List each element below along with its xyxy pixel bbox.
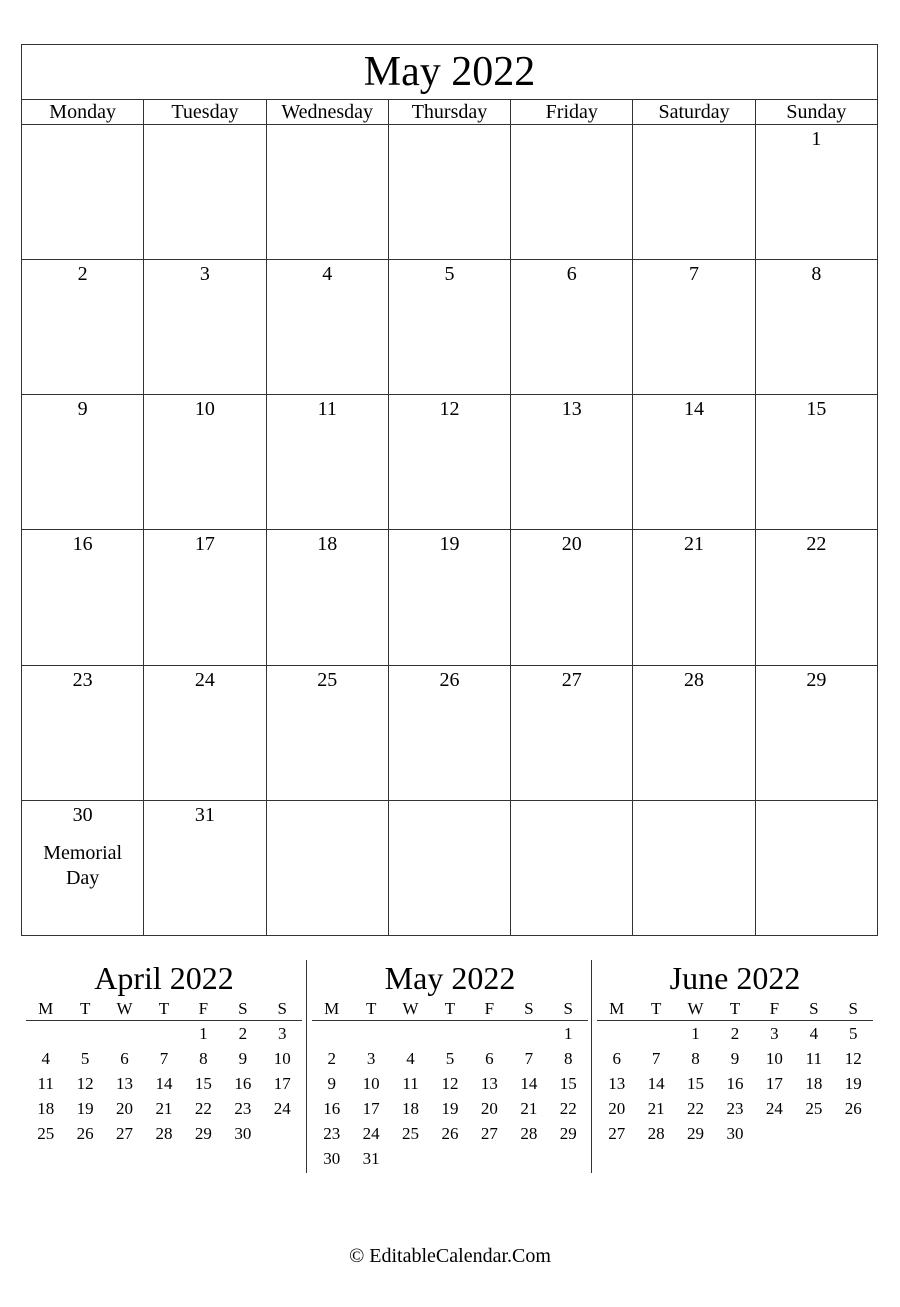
day-number (22, 125, 143, 129)
mini-week-row (312, 1021, 588, 1047)
mini-day-cell: 1 (564, 1023, 573, 1043)
day-number: 20 (561, 533, 582, 556)
day-cell (511, 260, 633, 395)
day-cell (144, 395, 266, 530)
mini-week-row (26, 1021, 302, 1047)
mini-day-cell: 12 (441, 1073, 459, 1093)
day-number: 28 (684, 668, 705, 691)
mini-day-cell: 2 (238, 1023, 248, 1043)
mini-weekday-row (312, 998, 588, 1021)
day-number: 21 (684, 533, 705, 556)
day-number (267, 801, 388, 805)
mini-day-cell (430, 1146, 469, 1171)
mini-day-cell: 23 (726, 1098, 744, 1118)
mini-weekday-header: T (144, 998, 183, 1021)
weekday-header-sunday: Sunday (755, 100, 877, 125)
mini-day-cell (470, 1021, 509, 1047)
mini-day-cell: 21 (155, 1098, 173, 1118)
day-cell (22, 395, 144, 530)
mini-weekday-header: T (351, 998, 390, 1021)
mini-day-cell: 5 (445, 1048, 455, 1068)
mini-day-cell (105, 1021, 144, 1047)
mini-day-cell: 12 (844, 1048, 862, 1068)
mini-day-cell (312, 1021, 351, 1047)
mini-calendar-grid (597, 998, 873, 1146)
mini-day-cell: 20 (480, 1098, 498, 1118)
day-number: 19 (439, 533, 460, 556)
day-cell (266, 395, 388, 530)
day-cell (755, 260, 877, 395)
mini-day-cell: 17 (362, 1098, 380, 1118)
weekday-header-row (22, 100, 878, 125)
day-number (511, 125, 632, 129)
day-number: 17 (194, 533, 215, 556)
mini-day-cell: 30 (323, 1148, 341, 1168)
mini-day-cell: 5 (80, 1048, 90, 1068)
main-calendar (21, 44, 878, 936)
mini-day-cell: 14 (520, 1073, 538, 1093)
day-number: 25 (317, 668, 338, 691)
day-cell (266, 530, 388, 665)
mini-day-cell: 24 (765, 1098, 783, 1118)
mini-day-cell: 26 (441, 1123, 459, 1143)
day-cell (266, 800, 388, 935)
day-number: 15 (806, 398, 827, 421)
mini-calendar-may (312, 958, 588, 1171)
copyright-footer: © EditableCalendar.Com (349, 1245, 551, 1267)
mini-week-row (597, 1071, 873, 1096)
day-number: 23 (72, 668, 93, 691)
day-cell (22, 260, 144, 395)
week-row (22, 395, 878, 530)
mini-weekday-header: W (676, 998, 715, 1021)
mini-calendar-grid (26, 998, 302, 1146)
mini-day-cell: 25 (37, 1123, 55, 1143)
mini-day-cell: 10 (362, 1073, 380, 1093)
mini-day-cell: 2 (327, 1048, 336, 1068)
mini-day-cell: 29 (687, 1123, 705, 1143)
mini-weekday-header: T (430, 998, 469, 1021)
mini-weekday-header: F (184, 998, 223, 1021)
mini-day-cell: 23 (323, 1123, 341, 1143)
day-cell (144, 800, 266, 935)
day-number: 24 (194, 668, 215, 691)
mini-day-cell: 10 (765, 1048, 783, 1068)
mini-day-cell: 24 (273, 1098, 291, 1118)
day-number: 31 (194, 803, 215, 826)
mini-day-cell (834, 1121, 873, 1146)
mini-day-cell: 9 (730, 1048, 740, 1068)
mini-day-cell: 31 (362, 1148, 380, 1168)
weekday-header-friday: Friday (511, 100, 633, 125)
mini-day-cell: 21 (647, 1098, 665, 1118)
day-number (633, 801, 754, 805)
mini-day-cell: 13 (608, 1073, 626, 1093)
day-cell (755, 800, 877, 935)
mini-day-cell: 22 (194, 1098, 212, 1118)
mini-week-row (312, 1121, 588, 1146)
day-number: 29 (806, 668, 827, 691)
mini-day-cell: 15 (194, 1073, 212, 1093)
day-number: 13 (561, 398, 582, 421)
mini-day-cell: 30 (726, 1123, 744, 1143)
mini-week-row (597, 1046, 873, 1071)
week-row (22, 530, 878, 665)
mini-day-cell: 15 (687, 1073, 705, 1093)
mini-day-cell: 7 (651, 1048, 661, 1068)
mini-day-cell (430, 1021, 469, 1047)
day-cell (755, 665, 877, 800)
mini-week-row (312, 1096, 588, 1121)
day-number (389, 125, 510, 129)
day-cell (755, 125, 877, 260)
mini-week-row (26, 1046, 302, 1071)
day-number: 14 (684, 398, 705, 421)
mini-day-cell: 4 (41, 1048, 50, 1068)
day-number: 27 (561, 668, 582, 691)
day-number (144, 125, 265, 129)
mini-day-cell: 6 (485, 1048, 494, 1068)
day-cell (388, 800, 510, 935)
mini-day-cell: 28 (155, 1123, 173, 1143)
mini-weekday-header: S (834, 998, 873, 1021)
mini-day-cell: 29 (194, 1123, 212, 1143)
mini-day-cell: 6 (120, 1048, 129, 1068)
mini-weekday-header: S (794, 998, 833, 1021)
day-number (756, 801, 877, 805)
mini-weekday-header: M (26, 998, 65, 1021)
mini-day-cell: 13 (116, 1073, 134, 1093)
mini-calendar-grid (312, 998, 588, 1171)
mini-day-cell: 19 (844, 1073, 862, 1093)
mini-week-row (597, 1096, 873, 1121)
day-cell (22, 800, 144, 935)
mini-day-cell: 7 (159, 1048, 169, 1068)
mini-day-cell: 15 (559, 1073, 577, 1093)
day-cell (144, 665, 266, 800)
mini-day-cell: 16 (323, 1098, 341, 1118)
mini-day-cell: 26 (844, 1098, 862, 1118)
mini-day-cell (391, 1146, 430, 1171)
mini-calendar-title: May 2022 (384, 960, 516, 996)
day-cell (633, 395, 755, 530)
mini-weekday-header: F (755, 998, 794, 1021)
weekday-header-wednesday: Wednesday (266, 100, 388, 125)
mini-day-cell: 1 (199, 1023, 208, 1043)
mini-weekday-header: T (715, 998, 754, 1021)
mini-week-row (26, 1096, 302, 1121)
mini-day-cell (470, 1146, 509, 1171)
mini-day-cell: 16 (726, 1073, 744, 1093)
mini-day-cell: 27 (480, 1123, 498, 1143)
day-number: 16 (72, 533, 93, 556)
day-cell (22, 530, 144, 665)
mini-day-cell (263, 1121, 302, 1146)
mini-weekday-header: T (636, 998, 675, 1021)
mini-weekday-row (597, 998, 873, 1021)
mini-day-cell: 14 (647, 1073, 665, 1093)
mini-day-cell: 21 (520, 1098, 538, 1118)
mini-weekday-header: W (391, 998, 430, 1021)
day-number: 5 (444, 263, 455, 286)
day-number (267, 125, 388, 129)
day-number: 8 (811, 263, 822, 286)
mini-day-cell (65, 1021, 104, 1047)
mini-weekday-header: M (312, 998, 351, 1021)
mini-calendar-april (26, 958, 302, 1146)
mini-day-cell (26, 1021, 65, 1047)
day-cell (144, 530, 266, 665)
mini-day-cell: 19 (76, 1098, 94, 1118)
weekday-header-thursday: Thursday (388, 100, 510, 125)
column-divider (591, 960, 592, 1173)
day-number: 30 (72, 803, 93, 826)
mini-day-cell: 9 (327, 1073, 336, 1093)
mini-week-row (312, 1146, 588, 1171)
mini-day-cell: 23 (234, 1098, 252, 1118)
day-number: 1 (811, 128, 822, 150)
week-row (22, 260, 878, 395)
mini-weekday-header: T (65, 998, 104, 1021)
mini-day-cell: 5 (849, 1023, 858, 1043)
day-cell (388, 530, 510, 665)
mini-day-cell: 4 (809, 1023, 819, 1043)
day-cell (633, 260, 755, 395)
mini-day-cell: 3 (366, 1048, 376, 1068)
mini-weekday-row (26, 998, 302, 1021)
mini-day-cell: 27 (608, 1123, 626, 1143)
mini-day-cell: 19 (441, 1098, 459, 1118)
day-cell (755, 530, 877, 665)
mini-day-cell (794, 1121, 833, 1146)
mini-day-cell (509, 1146, 548, 1171)
week-row (22, 125, 878, 260)
day-cell (144, 125, 266, 260)
mini-day-cell: 17 (765, 1073, 783, 1093)
weekday-header-saturday: Saturday (633, 100, 755, 125)
day-number: 10 (194, 398, 215, 421)
day-cell (388, 395, 510, 530)
day-cell (511, 665, 633, 800)
mini-day-cell (597, 1021, 636, 1047)
day-number (511, 801, 632, 805)
main-calendar-title: May 2022 (22, 45, 878, 100)
mini-day-cell (549, 1146, 588, 1171)
mini-day-cell: 25 (402, 1123, 420, 1143)
mini-weekday-header: S (549, 998, 588, 1021)
mini-day-cell (144, 1021, 183, 1047)
mini-week-row (597, 1021, 873, 1047)
mini-week-row (312, 1046, 588, 1071)
mini-day-cell: 17 (273, 1073, 291, 1093)
mini-day-cell: 8 (691, 1048, 700, 1068)
mini-day-cell: 6 (612, 1048, 621, 1068)
mini-weekday-header: M (597, 998, 636, 1021)
day-number: 6 (566, 263, 577, 286)
mini-day-cell: 22 (559, 1098, 577, 1118)
mini-day-cell: 18 (37, 1098, 55, 1118)
mini-day-cell: 28 (647, 1123, 665, 1143)
day-number (389, 801, 510, 805)
mini-day-cell: 26 (76, 1123, 94, 1143)
day-cell (22, 665, 144, 800)
day-number: 4 (322, 263, 333, 286)
day-number: 22 (806, 533, 827, 556)
day-number: 7 (689, 263, 700, 286)
day-number: 18 (317, 533, 338, 556)
week-row (22, 800, 878, 935)
mini-weekday-header: F (470, 998, 509, 1021)
mini-day-cell: 11 (805, 1048, 822, 1068)
mini-day-cell: 8 (564, 1048, 573, 1068)
day-cell (266, 260, 388, 395)
day-number: 3 (199, 263, 210, 286)
day-cell (511, 125, 633, 260)
mini-day-cell (755, 1121, 794, 1146)
day-cell (144, 260, 266, 395)
mini-day-cell: 11 (37, 1073, 54, 1093)
mini-day-cell: 28 (520, 1123, 538, 1143)
holiday-note: Memorial Day (43, 841, 123, 889)
week-row (22, 665, 878, 800)
mini-day-cell: 1 (691, 1023, 700, 1043)
mini-day-cell: 14 (155, 1073, 173, 1093)
mini-weekday-header: S (223, 998, 262, 1021)
mini-week-row (26, 1071, 302, 1096)
mini-week-row (312, 1071, 588, 1096)
day-cell (388, 125, 510, 260)
mini-day-cell: 24 (362, 1123, 380, 1143)
mini-day-cell (391, 1021, 430, 1047)
mini-day-cell: 10 (273, 1048, 291, 1068)
mini-weekday-header: S (263, 998, 302, 1021)
mini-day-cell (509, 1021, 548, 1047)
mini-day-cell: 18 (402, 1098, 420, 1118)
weekday-header-tuesday: Tuesday (144, 100, 266, 125)
day-number: 12 (439, 398, 460, 421)
day-cell (266, 125, 388, 260)
day-cell (22, 125, 144, 260)
mini-day-cell: 25 (805, 1098, 823, 1118)
day-cell (633, 665, 755, 800)
column-divider (306, 960, 307, 1173)
mini-day-cell (636, 1021, 675, 1047)
mini-day-cell: 8 (199, 1048, 208, 1068)
day-number: 2 (77, 263, 88, 286)
day-number: 26 (439, 668, 460, 691)
mini-calendar-title: April 2022 (94, 960, 234, 996)
day-cell (633, 800, 755, 935)
mini-day-cell: 30 (234, 1123, 252, 1143)
day-cell (633, 125, 755, 260)
mini-day-cell: 16 (234, 1073, 252, 1093)
mini-day-cell: 11 (402, 1073, 419, 1093)
day-number: 9 (77, 398, 88, 421)
mini-week-row (26, 1121, 302, 1146)
mini-calendar-title: June 2022 (669, 960, 801, 996)
mini-calendar-june (597, 958, 873, 1146)
day-cell (511, 395, 633, 530)
mini-day-cell: 29 (559, 1123, 577, 1143)
mini-day-cell: 27 (116, 1123, 134, 1143)
day-cell (511, 530, 633, 665)
mini-day-cell: 18 (805, 1073, 823, 1093)
day-cell (633, 530, 755, 665)
mini-day-cell: 12 (76, 1073, 94, 1093)
day-cell (511, 800, 633, 935)
main-calendar-body (22, 125, 878, 936)
mini-weekday-header: S (509, 998, 548, 1021)
mini-day-cell: 9 (238, 1048, 248, 1068)
mini-day-cell: 20 (116, 1098, 134, 1118)
weekday-header-monday: Monday (22, 100, 144, 125)
day-cell (266, 665, 388, 800)
mini-day-cell (351, 1021, 390, 1047)
day-number (633, 125, 754, 129)
mini-day-cell: 3 (770, 1023, 779, 1043)
mini-day-cell: 3 (278, 1023, 287, 1043)
mini-day-cell: 20 (608, 1098, 626, 1118)
mini-day-cell: 4 (406, 1048, 415, 1068)
mini-day-cell: 22 (687, 1098, 705, 1118)
mini-day-cell: 7 (524, 1048, 534, 1068)
day-cell (755, 395, 877, 530)
mini-weekday-header: W (105, 998, 144, 1021)
day-cell (388, 260, 510, 395)
mini-day-cell: 13 (480, 1073, 498, 1093)
mini-day-cell: 2 (730, 1023, 740, 1043)
mini-week-row (597, 1121, 873, 1146)
day-cell (388, 665, 510, 800)
day-number: 11 (317, 398, 337, 421)
